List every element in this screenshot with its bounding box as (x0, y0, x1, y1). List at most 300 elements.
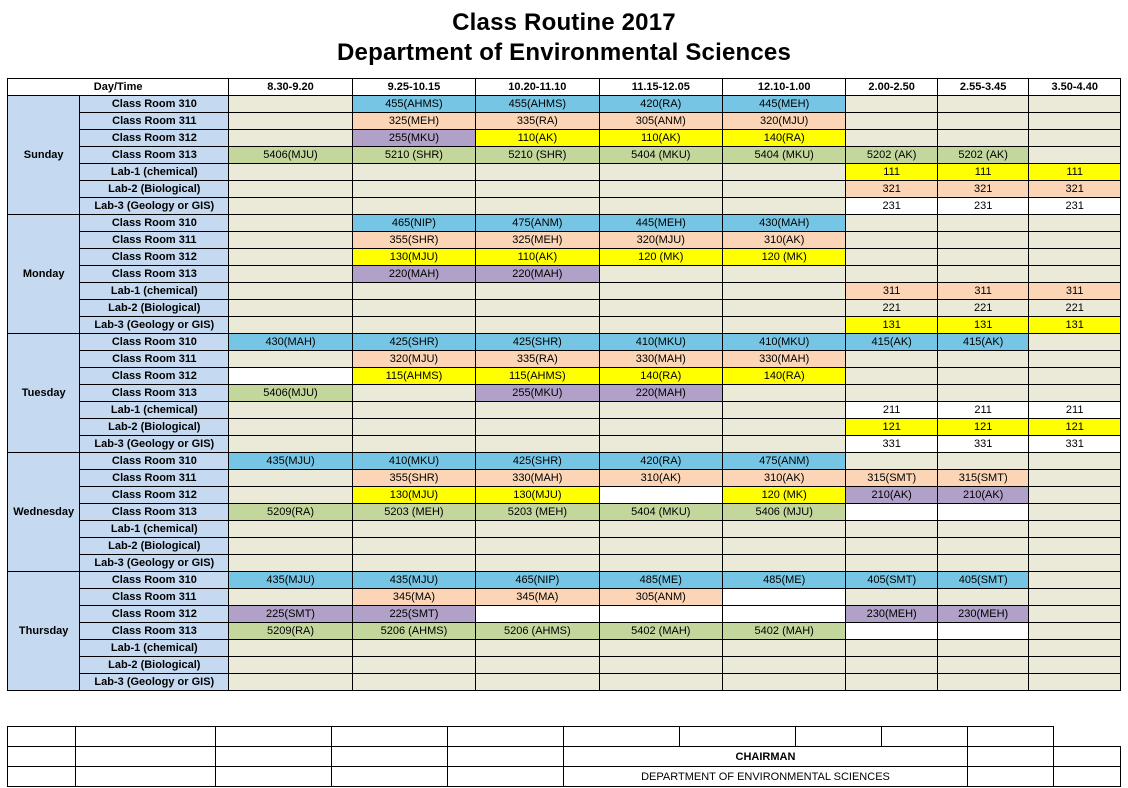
table-row (8, 249, 1121, 266)
schedule-cell: 410(MKU) (722, 334, 845, 351)
schedule-cell: 331 (937, 436, 1029, 453)
table-row (8, 521, 1121, 538)
schedule-cell (476, 300, 599, 317)
room-label: Lab-2 (Biological) (80, 181, 229, 198)
schedule-cell (937, 453, 1029, 470)
schedule-cell (846, 96, 938, 113)
schedule-cell (229, 674, 352, 691)
schedule-cell (599, 419, 722, 436)
room-label: Class Room 311 (80, 351, 229, 368)
day-label-wednesday: Wednesday (8, 453, 80, 572)
schedule-cell: 5404 (MKU) (599, 147, 722, 164)
schedule-cell (352, 436, 475, 453)
schedule-cell: 435(MJU) (352, 572, 475, 589)
schedule-cell (476, 538, 599, 555)
schedule-cell (1029, 623, 1121, 640)
schedule-cell (229, 436, 352, 453)
room-label: Lab-1 (chemical) (80, 521, 229, 538)
schedule-cell (846, 555, 938, 572)
room-label: Class Room 311 (80, 470, 229, 487)
schedule-cell: 485(ME) (722, 572, 845, 589)
schedule-cell: 110(AK) (599, 130, 722, 147)
table-header-row (8, 79, 1121, 96)
header-day-time: Day/Time (8, 79, 229, 96)
schedule-cell (937, 368, 1029, 385)
schedule-cell: 420(RA) (599, 453, 722, 470)
schedule-cell (352, 300, 475, 317)
schedule-cell (937, 113, 1029, 130)
room-label: Lab-3 (Geology or GIS) (80, 674, 229, 691)
schedule-cell (352, 283, 475, 300)
table-row (8, 317, 1121, 334)
schedule-cell (599, 487, 722, 504)
schedule-cell (1029, 147, 1121, 164)
schedule-cell: 5406(MJU) (229, 385, 352, 402)
table-row (8, 606, 1121, 623)
table-row (8, 147, 1121, 164)
schedule-cell: 5209(RA) (229, 623, 352, 640)
schedule-cell (722, 538, 845, 555)
schedule-cell: 5203 (MEH) (476, 504, 599, 521)
schedule-cell (599, 606, 722, 623)
schedule-cell: 111 (937, 164, 1029, 181)
schedule-cell (937, 623, 1029, 640)
schedule-cell: 330(MAH) (476, 470, 599, 487)
schedule-cell: 231 (846, 198, 938, 215)
schedule-cell (599, 521, 722, 538)
table-row (8, 436, 1121, 453)
room-label: Class Room 310 (80, 572, 229, 589)
schedule-cell (1029, 249, 1121, 266)
footer-blank-e (448, 727, 564, 747)
schedule-cell: 230(MEH) (846, 606, 938, 623)
table-row (8, 232, 1121, 249)
room-label: Class Room 312 (80, 249, 229, 266)
schedule-cell (937, 504, 1029, 521)
room-label: Lab-1 (chemical) (80, 283, 229, 300)
schedule-cell (599, 402, 722, 419)
schedule-cell (229, 164, 352, 181)
room-label: Class Room 310 (80, 453, 229, 470)
schedule-cell (352, 538, 475, 555)
footer-blank-b (76, 727, 216, 747)
room-label: Lab-1 (chemical) (80, 402, 229, 419)
footer-blank-g (680, 727, 796, 747)
schedule-cell (937, 351, 1029, 368)
schedule-cell (1029, 555, 1121, 572)
schedule-cell: 320(MJU) (722, 113, 845, 130)
schedule-cell (722, 589, 845, 606)
schedule-cell (352, 674, 475, 691)
schedule-cell (599, 436, 722, 453)
schedule-cell: 110(AK) (476, 130, 599, 147)
schedule-cell (1029, 130, 1121, 147)
schedule-cell: 405(SMT) (937, 572, 1029, 589)
schedule-cell (229, 402, 352, 419)
schedule-cell (722, 606, 845, 623)
schedule-cell: 465(NIP) (352, 215, 475, 232)
day-label-monday: Monday (8, 215, 80, 334)
schedule-cell (352, 164, 475, 181)
schedule-cell (722, 164, 845, 181)
schedule-cell (1029, 96, 1121, 113)
schedule-cell (229, 538, 352, 555)
schedule-cell (229, 249, 352, 266)
schedule-cell: 410(MKU) (599, 334, 722, 351)
schedule-cell (599, 164, 722, 181)
schedule-cell (722, 266, 845, 283)
page-title-line2: Department of Environmental Sciences (337, 39, 791, 66)
schedule-cell: 311 (1029, 283, 1121, 300)
table-row (8, 419, 1121, 436)
schedule-cell (599, 657, 722, 674)
schedule-cell: 5406 (MJU) (722, 504, 845, 521)
schedule-cell (846, 351, 938, 368)
schedule-cell (229, 368, 352, 385)
schedule-cell: 131 (1029, 317, 1121, 334)
footer-blank-s (76, 767, 216, 787)
schedule-cell (352, 657, 475, 674)
schedule-cell (229, 470, 352, 487)
schedule-cell (229, 283, 352, 300)
schedule-cell: 130(MJU) (352, 487, 475, 504)
schedule-cell: 140(RA) (722, 368, 845, 385)
room-label: Class Room 313 (80, 385, 229, 402)
schedule-cell: 140(RA) (599, 368, 722, 385)
footer-table (7, 726, 1121, 787)
schedule-cell: 130(MJU) (352, 249, 475, 266)
schedule-cell (476, 674, 599, 691)
footer-blank-d (332, 727, 448, 747)
schedule-cell (846, 674, 938, 691)
header-slot-1: 9.25-10.15 (352, 79, 475, 96)
schedule-cell (352, 640, 475, 657)
schedule-cell (229, 487, 352, 504)
table-row (8, 470, 1121, 487)
table-row (8, 283, 1121, 300)
schedule-cell: 255(MKU) (476, 385, 599, 402)
schedule-cell (229, 419, 352, 436)
table-row (8, 453, 1121, 470)
schedule-cell: 455(AHMS) (476, 96, 599, 113)
schedule-cell (229, 589, 352, 606)
schedule-cell (846, 657, 938, 674)
schedule-cell (1029, 487, 1121, 504)
schedule-cell (352, 385, 475, 402)
header-slot-5: 2.00-2.50 (846, 79, 938, 96)
schedule-cell (722, 181, 845, 198)
schedule-cell (722, 300, 845, 317)
table-row (8, 674, 1121, 691)
schedule-cell (476, 181, 599, 198)
routine-body (8, 96, 1121, 691)
schedule-cell (846, 249, 938, 266)
schedule-cell (1029, 640, 1121, 657)
schedule-cell (229, 232, 352, 249)
table-row (8, 385, 1121, 402)
room-label: Lab-3 (Geology or GIS) (80, 317, 229, 334)
schedule-cell: 410(MKU) (352, 453, 475, 470)
schedule-cell (229, 130, 352, 147)
schedule-cell (476, 640, 599, 657)
schedule-cell (476, 521, 599, 538)
schedule-cell (937, 538, 1029, 555)
schedule-cell: 475(ANM) (476, 215, 599, 232)
schedule-cell (846, 368, 938, 385)
footer-blank-f (564, 727, 680, 747)
schedule-cell (937, 385, 1029, 402)
schedule-cell: 330(MAH) (722, 351, 845, 368)
schedule-cell (846, 453, 938, 470)
schedule-cell: 231 (937, 198, 1029, 215)
department-label: DEPARTMENT OF ENVIRONMENTAL SCIENCES (564, 767, 968, 787)
schedule-cell (937, 96, 1029, 113)
schedule-cell (722, 657, 845, 674)
schedule-cell (476, 317, 599, 334)
room-label: Lab-2 (Biological) (80, 538, 229, 555)
schedule-cell: 311 (937, 283, 1029, 300)
schedule-cell: 140(RA) (722, 130, 845, 147)
room-label: Lab-3 (Geology or GIS) (80, 436, 229, 453)
schedule-cell (599, 674, 722, 691)
schedule-cell (1029, 113, 1121, 130)
table-row (8, 368, 1121, 385)
schedule-cell (229, 640, 352, 657)
schedule-cell (599, 266, 722, 283)
schedule-cell (229, 555, 352, 572)
table-row (8, 640, 1121, 657)
footer-block (7, 726, 1121, 787)
schedule-cell: 221 (846, 300, 938, 317)
schedule-cell (476, 164, 599, 181)
header-slot-4: 12.10-1.00 (722, 79, 845, 96)
header-slot-6: 2.55-3.45 (937, 79, 1029, 96)
schedule-cell (846, 589, 938, 606)
room-label: Class Room 310 (80, 215, 229, 232)
schedule-cell: 425(SHR) (352, 334, 475, 351)
room-label: Class Room 312 (80, 368, 229, 385)
schedule-cell (1029, 368, 1121, 385)
schedule-cell: 320(MJU) (352, 351, 475, 368)
footer-chairman-row (8, 747, 1121, 767)
footer-blank-r (8, 767, 76, 787)
schedule-cell (229, 96, 352, 113)
schedule-cell (937, 249, 1029, 266)
table-row (8, 334, 1121, 351)
footer-blank-c (216, 727, 332, 747)
room-label: Class Room 310 (80, 334, 229, 351)
schedule-cell (229, 113, 352, 130)
schedule-cell: 315(SMT) (937, 470, 1029, 487)
schedule-cell: 5404 (MKU) (599, 504, 722, 521)
schedule-cell: 111 (846, 164, 938, 181)
schedule-cell (846, 640, 938, 657)
header-slot-0: 8.30-9.20 (229, 79, 352, 96)
schedule-cell: 435(MJU) (229, 453, 352, 470)
schedule-cell (352, 198, 475, 215)
title-block (0, 0, 1128, 68)
schedule-cell: 331 (846, 436, 938, 453)
schedule-cell (1029, 572, 1121, 589)
room-label: Lab-2 (Biological) (80, 657, 229, 674)
schedule-cell: 5402 (MAH) (599, 623, 722, 640)
schedule-cell (937, 674, 1029, 691)
schedule-cell: 355(SHR) (352, 232, 475, 249)
schedule-cell (846, 266, 938, 283)
footer-blank-t (216, 767, 332, 787)
schedule-cell: 211 (1029, 402, 1121, 419)
schedule-cell (599, 538, 722, 555)
schedule-cell: 5203 (MEH) (352, 504, 475, 521)
schedule-cell: 345(MA) (476, 589, 599, 606)
schedule-cell (846, 623, 938, 640)
schedule-cell: 310(AK) (722, 470, 845, 487)
room-label: Class Room 311 (80, 232, 229, 249)
schedule-cell (599, 317, 722, 334)
schedule-cell (1029, 232, 1121, 249)
schedule-cell (722, 419, 845, 436)
schedule-cell: 115(AHMS) (352, 368, 475, 385)
schedule-cell: 5209(RA) (229, 504, 352, 521)
schedule-cell: 225(SMT) (229, 606, 352, 623)
room-label: Class Room 312 (80, 606, 229, 623)
schedule-cell: 310(AK) (599, 470, 722, 487)
schedule-cell: 130(MJU) (476, 487, 599, 504)
routine-table (7, 78, 1121, 691)
footer-blank-m (216, 747, 332, 767)
table-row (8, 300, 1121, 317)
schedule-cell (1029, 538, 1121, 555)
schedule-cell (599, 300, 722, 317)
schedule-cell (1029, 453, 1121, 470)
table-row (8, 538, 1121, 555)
schedule-cell (846, 385, 938, 402)
room-label: Class Room 313 (80, 504, 229, 521)
footer-blank-p (968, 747, 1054, 767)
schedule-cell (937, 640, 1029, 657)
schedule-cell (722, 317, 845, 334)
schedule-cell (1029, 657, 1121, 674)
schedule-cell: 425(SHR) (476, 453, 599, 470)
schedule-cell (352, 402, 475, 419)
table-row (8, 504, 1121, 521)
room-label: Class Room 312 (80, 487, 229, 504)
schedule-cell (229, 198, 352, 215)
day-label-thursday: Thursday (8, 572, 80, 691)
table-row (8, 487, 1121, 504)
schedule-cell (476, 198, 599, 215)
footer-blank-l (76, 747, 216, 767)
room-label: Class Room 311 (80, 113, 229, 130)
schedule-cell: 121 (846, 419, 938, 436)
schedule-cell (937, 130, 1029, 147)
chairman-label: CHAIRMAN (564, 747, 968, 767)
room-label: Class Room 313 (80, 623, 229, 640)
schedule-cell (476, 555, 599, 572)
schedule-cell: 211 (937, 402, 1029, 419)
schedule-cell: 335(RA) (476, 113, 599, 130)
footer-blank-j (968, 727, 1054, 747)
schedule-cell: 430(MAH) (722, 215, 845, 232)
schedule-cell (476, 283, 599, 300)
schedule-cell: 5202 (AK) (846, 147, 938, 164)
table-row (8, 351, 1121, 368)
schedule-cell (722, 555, 845, 572)
schedule-cell (937, 266, 1029, 283)
schedule-cell: 321 (1029, 181, 1121, 198)
schedule-cell: 220(MAH) (352, 266, 475, 283)
schedule-cell (352, 181, 475, 198)
schedule-cell: 115(AHMS) (476, 368, 599, 385)
schedule-cell (722, 385, 845, 402)
schedule-cell (722, 198, 845, 215)
schedule-cell: 5404 (MKU) (722, 147, 845, 164)
room-label: Class Room 313 (80, 147, 229, 164)
schedule-cell: 110(AK) (476, 249, 599, 266)
footer-blank-q (1054, 747, 1121, 767)
footer-spacer-row (8, 727, 1121, 747)
room-label: Class Room 311 (80, 589, 229, 606)
schedule-cell (1029, 674, 1121, 691)
schedule-cell: 211 (846, 402, 938, 419)
schedule-cell: 325(MEH) (352, 113, 475, 130)
schedule-cell (229, 181, 352, 198)
schedule-cell (1029, 351, 1121, 368)
schedule-cell (937, 657, 1029, 674)
schedule-cell (846, 232, 938, 249)
table-row (8, 555, 1121, 572)
schedule-cell (352, 521, 475, 538)
schedule-cell (1029, 521, 1121, 538)
schedule-cell: 5206 (AHMS) (476, 623, 599, 640)
table-row (8, 215, 1121, 232)
schedule-cell (722, 436, 845, 453)
footer-blank-v (448, 767, 564, 787)
schedule-cell (722, 674, 845, 691)
schedule-cell (352, 419, 475, 436)
room-label: Class Room 310 (80, 96, 229, 113)
footer-blank-i (882, 727, 968, 747)
footer-blank-a (8, 727, 76, 747)
schedule-cell: 445(MEH) (599, 215, 722, 232)
schedule-cell (229, 657, 352, 674)
schedule-cell (476, 402, 599, 419)
room-label: Class Room 312 (80, 130, 229, 147)
schedule-cell: 415(AK) (937, 334, 1029, 351)
header-slot-3: 11.15-12.05 (599, 79, 722, 96)
schedule-cell (1029, 266, 1121, 283)
schedule-cell: 111 (1029, 164, 1121, 181)
day-label-tuesday: Tuesday (8, 334, 80, 453)
room-label: Lab-1 (chemical) (80, 640, 229, 657)
schedule-cell (599, 198, 722, 215)
schedule-cell: 121 (937, 419, 1029, 436)
room-label: Lab-3 (Geology or GIS) (80, 198, 229, 215)
schedule-cell: 5406(MJU) (229, 147, 352, 164)
schedule-cell (599, 181, 722, 198)
schedule-cell (846, 130, 938, 147)
schedule-cell (1029, 606, 1121, 623)
schedule-cell (722, 521, 845, 538)
schedule-cell: 231 (1029, 198, 1121, 215)
footer-blank-o (448, 747, 564, 767)
schedule-cell: 345(MA) (352, 589, 475, 606)
schedule-cell (846, 504, 938, 521)
footer-blank-h (796, 727, 882, 747)
footer-blank-x (1054, 767, 1121, 787)
schedule-cell: 220(MAH) (599, 385, 722, 402)
schedule-cell: 405(SMT) (846, 572, 938, 589)
